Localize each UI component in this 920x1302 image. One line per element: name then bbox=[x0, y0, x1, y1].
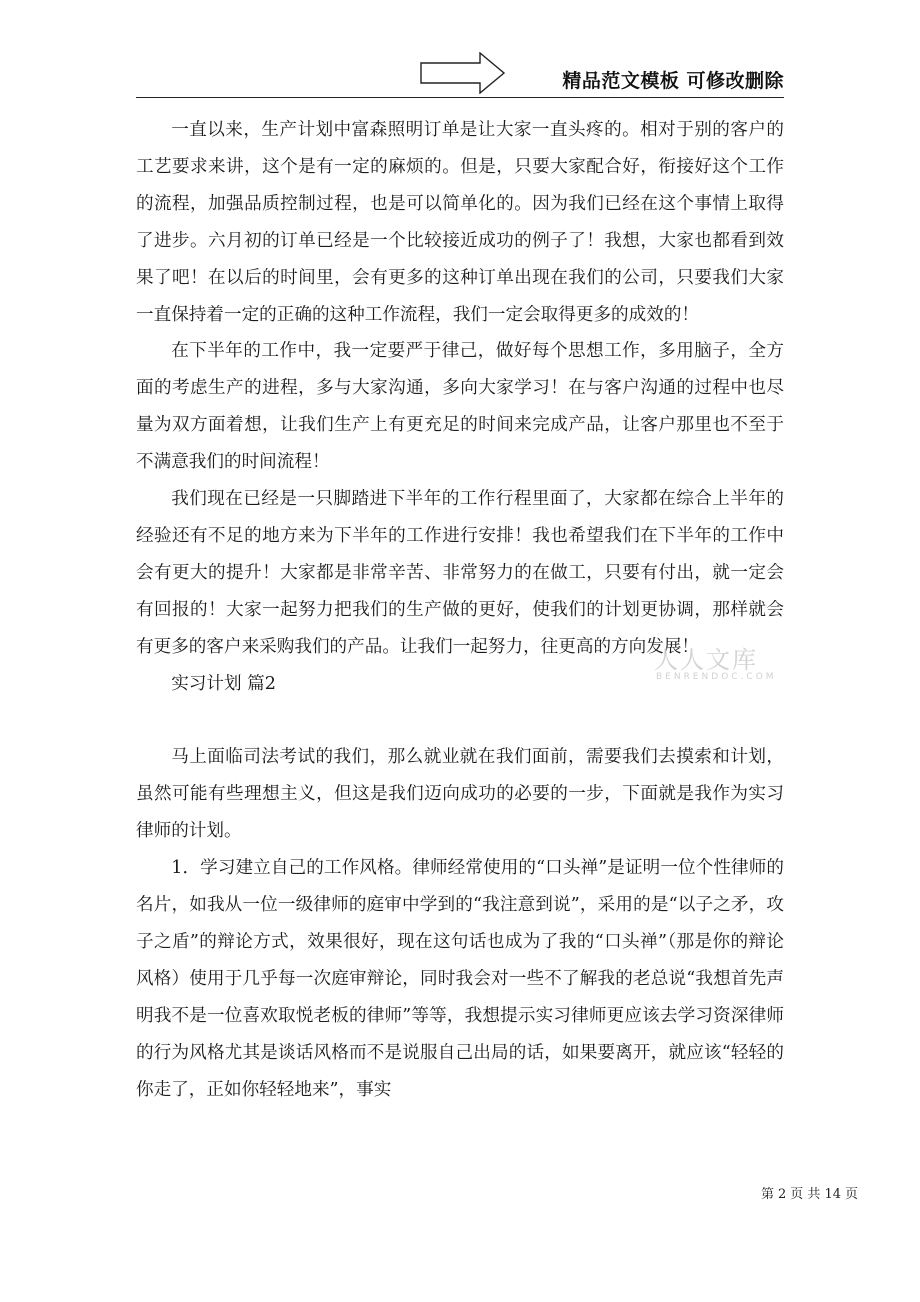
page-number bbox=[759, 1183, 860, 1202]
total-pages: 14 bbox=[824, 1187, 841, 1202]
document-body bbox=[136, 112, 784, 1108]
page-header bbox=[136, 52, 784, 98]
page-label-mid: 页 共 bbox=[790, 1187, 821, 1202]
paragraph: 1．学习建立自己的工作风格。律师经常使用的“口头禅”是证明一位个性律师的名片，如我从一位一级律师的庭审中学到的“我注意到说”，采用的是“以子之矛，攻子之盾”的辩论方式，效果很好，现在这句话也成为了我的“口头禅”（那是你的辩论风格）使用于几乎每一次庭审辩论，同时我会对一些不了解我的老总说“我想首先声明我不是一位喜欢取悦老板的律师”等等，我想提示实习律师更应该去学习资深律师的行为风格尤其是谈话风格而不是说服自己出局的话，如果要离开，就应该“轻轻的你走了，正如你轻轻地来”，事实 bbox=[136, 858, 784, 1100]
paragraph: 马上面临司法考试的我们，那么就业就在我们面前，需要我们去摸索和计划，虽然可能有些理想主义，但这是我们迈向成功的必要的一步，下面就是我作为实习律师的计划。 bbox=[136, 747, 784, 842]
current-page: 2 bbox=[778, 1187, 787, 1202]
watermark-text: 人人文库 bbox=[654, 646, 758, 674]
watermark-logo bbox=[644, 640, 794, 700]
page-label-suffix: 页 bbox=[844, 1187, 858, 1202]
section-heading: 实习计划 篇2 bbox=[171, 673, 276, 694]
header-title: 精品范文模板 可修改删除 bbox=[562, 70, 784, 92]
arrow-right-icon bbox=[420, 52, 506, 94]
page-label-prefix: 第 bbox=[761, 1187, 775, 1202]
paragraph: 一直以来，生产计划中富森照明订单是让大家一直头疼的。相对于别的客户的工艺要求来讲，这个是有一定的麻烦的。但是，只要大家配合好，衔接好这个工作的流程，加强品质控制过程，也是可以简单化的。因为我们已经在这个事情上取得了进步。六月初的订单已经是一个比较接近成功的例子了！我想，大家也都看到效果了吧！在以后的时间里，会有更多的这种订单出现在我们的公司，只要我们大家一直保持着一定的正确的这种工作流程，我们一定会取得更多的成效的！ bbox=[136, 120, 784, 325]
paragraph: 在下半年的工作中，我一定要严于律己，做好每个思想工作，多用脑子，全方面的考虑生产的进程，多与大家沟通，多向大家学习！在与客户沟通的过程中也尽量为双方面着想，让我们生产上有更充足的时间来完成产品，让客户那里也不至于不满意我们的时间流程！ bbox=[136, 341, 784, 473]
paragraph: 我们现在已经是一只脚踏进下半年的工作行程里面了，大家都在综合上半年的经验还有不足的地方来为下半年的工作进行安排！我也希望我们在下半年的工作中会有更大的提升！大家都是非常辛苦、非常努力的在做工，只要有付出，就一定会有回报的！大家一起努力把我们的生产做的更好，使我们的计划更协调，那样就会有更多的客户来采购我们的产品。让我们一起努力，往更高的方向发展！ bbox=[136, 489, 784, 657]
watermark-subtext: BENRENDOC.COM bbox=[656, 672, 777, 682]
header-divider bbox=[136, 97, 784, 98]
blank-line bbox=[136, 703, 784, 740]
